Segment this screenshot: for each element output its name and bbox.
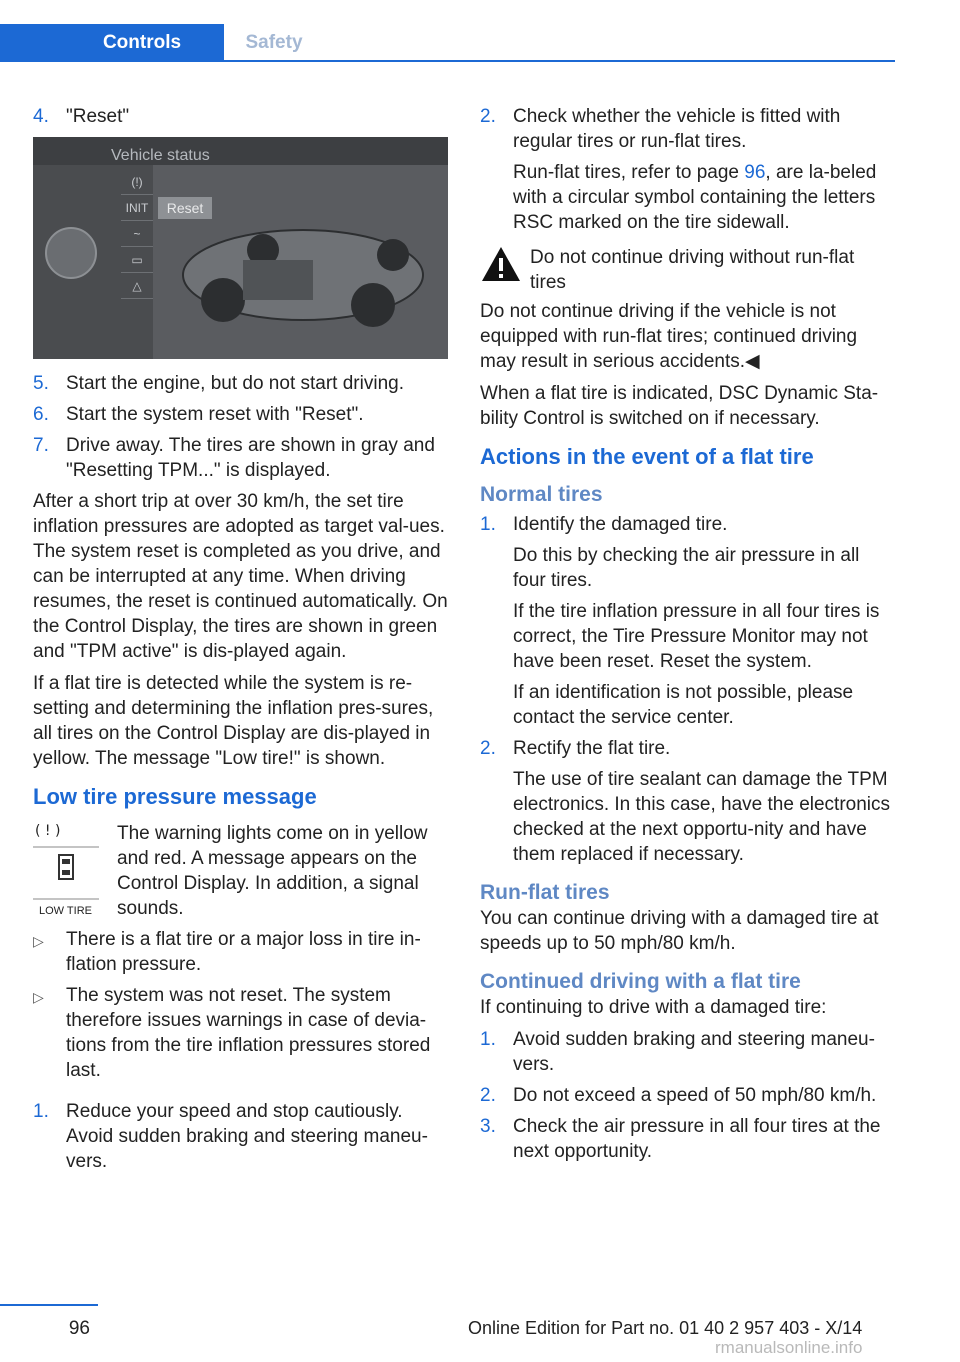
- warning-body: Do not continue driving if the vehicle is not equipped with run-flat tires; continued driving may result in serious accidents.◀: [480, 301, 858, 372]
- bullet-triangle-icon: ▷: [33, 989, 44, 1005]
- controller-knob-icon: [45, 227, 97, 279]
- step-subtext: If the tire inflation pressure in all four tires is correct, the Tire Pressure Monitor may not have been reset. Reset the system.: [513, 601, 880, 672]
- warning-title: Do not continue driving without run-flat tires: [530, 247, 855, 293]
- section-heading: Low tire pressure message: [33, 784, 317, 809]
- watermark: rmanualsonline.info: [715, 1338, 863, 1357]
- low-tire-icon: [33, 821, 117, 913]
- tab-safety[interactable]: Safety: [245, 32, 303, 53]
- subsection-heading: Normal tires: [480, 483, 603, 506]
- list-item: [480, 1114, 895, 1164]
- paragraph: After a short trip at over 30 km/h, the set tire inflation pressures are adopted as target val‐ues. The system reset is completed as you drive, and can be interrupted at any time. When driving resumes, the reset is continued automatically. On the Control Display, the tires are shown in green and "TPM active" is dis‐played again.: [33, 491, 448, 662]
- step-text: Avoid sudden braking and steering maneu‐vers.: [513, 1029, 875, 1075]
- tab-controls[interactable]: Controls: [0, 24, 224, 62]
- step-number: 7.: [33, 435, 49, 456]
- step-number: 5.: [33, 373, 49, 394]
- step-text: Start the system reset with "Reset".: [66, 404, 364, 425]
- step-subtext: Run-flat tires, refer to page 96, are la‐beled with a circular symbol containing the letters RSC marked on the tire sidewall.: [513, 162, 877, 233]
- step-text: Check whether the vehicle is fitted with regular tires or run-flat tires.: [513, 106, 841, 152]
- step-subtext: Do this by checking the air pressure in all four tires.: [513, 545, 860, 591]
- paragraph: When a flat tire is indicated, DSC Dynamic Sta‐bility Control is switched on if necessary.: [480, 383, 879, 429]
- bullet-triangle-icon: ▷: [33, 933, 44, 949]
- vehicle-status-screenshot: [33, 137, 448, 359]
- list-item: [33, 104, 448, 129]
- warning-triangle-icon: △: [121, 273, 153, 299]
- page-number: 96: [68, 1318, 90, 1339]
- step-number: 1.: [33, 1101, 49, 1122]
- list-item: [480, 1027, 895, 1077]
- step-subtext: If an identification is not possible, please contact the service center.: [513, 682, 854, 728]
- car-image-panel: [153, 165, 448, 359]
- reset-menu-item: Reset: [158, 197, 212, 219]
- footer-rule: [0, 1304, 98, 1306]
- paragraph: If a flat tire is detected while the system is re‐setting and determining the inflation pres‐sures, all tires on the Control Display are dis‐played in yellow. The message "Low tire!" is shown.: [33, 673, 434, 769]
- step-number: 6.: [33, 404, 49, 425]
- screen-title: Vehicle status: [111, 147, 210, 164]
- list-item: [480, 104, 895, 235]
- screen-menu-icons: [121, 169, 153, 299]
- list-item: [33, 927, 448, 977]
- step-text: Rectify the flat tire.: [513, 738, 671, 759]
- step-number: 4.: [33, 106, 49, 127]
- paragraph: You can continue driving with a damaged tire at speeds up to 50 mph/80 km/h.: [480, 908, 879, 954]
- paragraph: If continuing to drive with a damaged tire:: [480, 997, 827, 1018]
- step-number: 2.: [480, 1085, 496, 1106]
- low-tire-block: [33, 821, 448, 921]
- list-item: [480, 1083, 895, 1108]
- step-text: Identify the damaged tire.: [513, 514, 728, 535]
- step-number: 3.: [480, 1116, 496, 1137]
- edition-note: Online Edition for Part no. 01 40 2 957 403 - X/14: [468, 1318, 863, 1338]
- warning-block: [480, 245, 895, 295]
- step-text: Reduce your speed and stop cautiously. Avoid sudden braking and steering maneu‐vers.: [66, 1101, 428, 1172]
- step-number: 1.: [480, 1029, 496, 1050]
- list-item: [33, 402, 448, 427]
- subsection-heading: Continued driving with a flat tire: [480, 970, 801, 993]
- low-tire-indicator: [33, 821, 117, 917]
- warning-icon: [480, 245, 530, 295]
- step-text: Drive away. The tires are shown in gray and "Resetting TPM..." is displayed.: [66, 435, 435, 481]
- low-tire-description: The warning lights come on in yellow and red. A message appears on the Control Display. In addition, a signal sounds.: [117, 823, 428, 919]
- step-number: 2.: [480, 106, 496, 127]
- bullet-text: There is a flat tire or a major loss in tire in‐flation pressure.: [66, 929, 421, 975]
- step-subtext: The use of tire sealant can damage the TPM electronics. In this case, have the electronics checked at the next opportu‐nity and have them replaced if necessary.: [513, 769, 891, 865]
- step-number: 2.: [480, 738, 496, 759]
- step-text: Start the engine, but do not start driving.: [66, 373, 404, 394]
- list-item: [480, 512, 895, 730]
- low-tire-icon-label: LOW TIRE: [39, 905, 92, 917]
- step-text: "Reset": [66, 106, 130, 127]
- list-item: [33, 983, 448, 1083]
- svg-text:( ! ): ( ! ): [35, 823, 61, 839]
- right-column: [480, 104, 895, 1170]
- car-cutaway-icon: [153, 165, 448, 359]
- step-text: Check the air pressure in all four tires at the next opportunity.: [513, 1116, 881, 1162]
- section-tabs: [0, 24, 895, 62]
- step-number: 1.: [480, 514, 496, 535]
- page-link[interactable]: 96: [744, 162, 766, 183]
- section-heading: Actions in the event of a flat tire: [480, 444, 814, 469]
- step-text: Do not exceed a speed of 50 mph/80 km/h.: [513, 1085, 877, 1106]
- list-item: [33, 1099, 448, 1174]
- tire-init-icon: INIT: [121, 195, 153, 221]
- bullet-text: The system was not reset. The system therefore issues warnings in case of devia‐tions from the tire inflation pressures stored last.: [66, 985, 431, 1081]
- tire-warning-icon: (!): [121, 169, 153, 195]
- oil-icon: ~: [121, 221, 153, 247]
- subsection-heading: Run-flat tires: [480, 881, 610, 904]
- list-item: [33, 371, 448, 396]
- left-column: [33, 104, 448, 1180]
- screen-title-bar: [33, 137, 448, 165]
- car-icon: ▭: [121, 247, 153, 273]
- list-item: [480, 736, 895, 867]
- list-item: [33, 433, 448, 483]
